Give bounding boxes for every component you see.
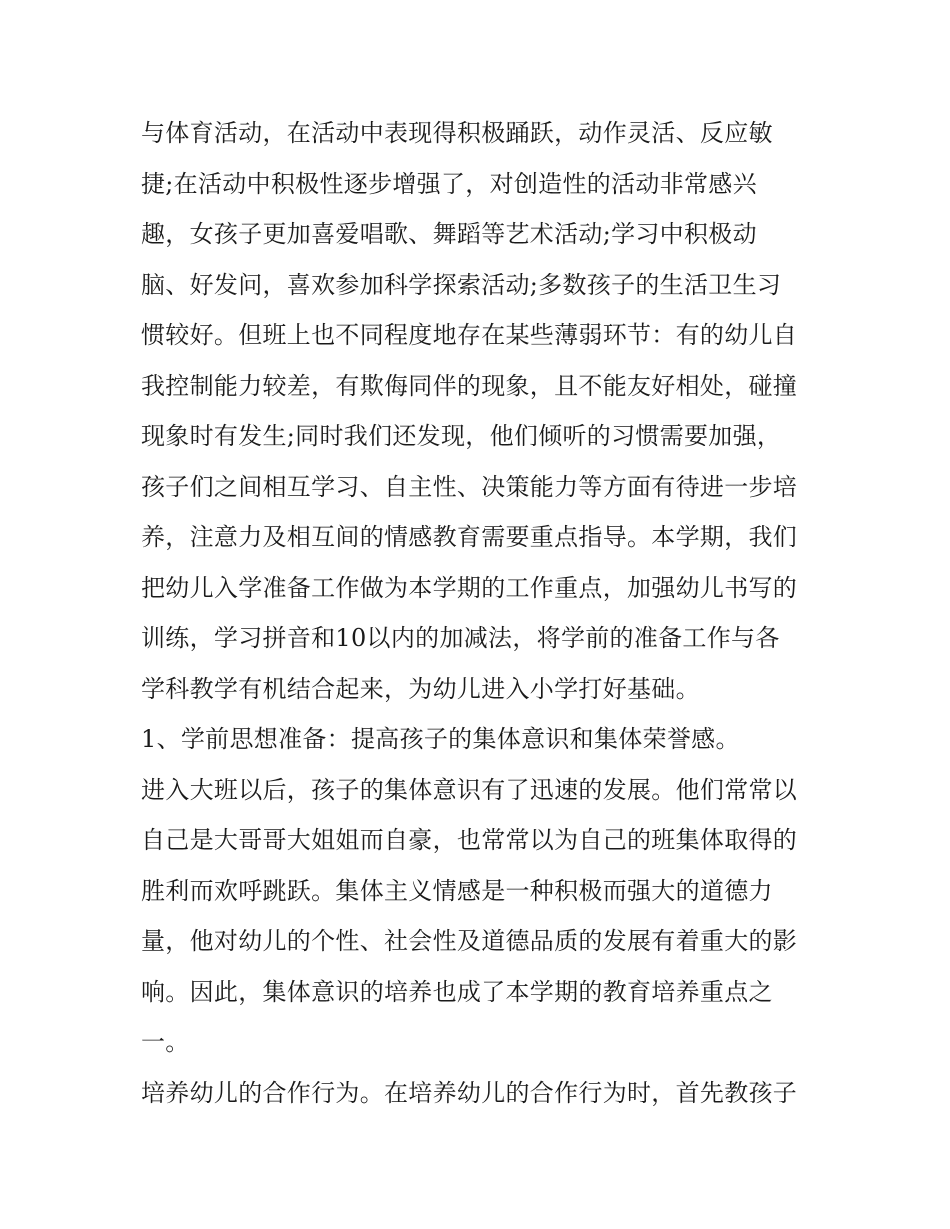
text-line: 脑、好发问，喜欢参加科学探索活动;多数孩子的生活卫生习	[141, 270, 782, 299]
text-line: 现象时有发生;同时我们还发现，他们倾听的习惯需要加强，	[141, 422, 782, 450]
text-line: 我控制能力较差，有欺侮同伴的现象，且不能友好相处，碰撞	[141, 371, 798, 400]
text-line: 养，注意力及相互间的情感教育需要重点指导。本学期，我们	[141, 523, 798, 551]
text-line: 捷;在活动中积极性逐步增强了，对创造性的活动非常感兴	[141, 169, 757, 198]
text-line: 把幼儿入学准备工作做为本学期的工作重点，加强幼儿书写的	[141, 573, 798, 602]
text-line: 学科教学有机结合起来，为幼儿进入小学打好基础。	[141, 674, 700, 703]
text-line: 量，他对幼儿的个性、社会性及道德品质的发展有着重大的影	[141, 927, 798, 955]
text-line: 趣，女孩子更加喜爱唱歌、舞蹈等艺术活动;学习中积极动	[141, 220, 757, 248]
text-line: 孩子们之间相互学习、自主性、决策能力等方面有待进一步培	[141, 472, 798, 501]
text-line: 惯较好。但班上也不同程度地存在某些薄弱环节：有的幼儿自	[141, 321, 798, 349]
text-line: 训练，学习拼音和10以内的加减法，将学前的准备工作与各	[141, 624, 780, 652]
text-line: 胜利而欢呼跳跃。集体主义情感是一种积极而强大的道德力	[141, 876, 773, 905]
document-body	[141, 108, 831, 1118]
text-line: 进入大班以后，孩子的集体意识有了迅速的发展。他们常常以	[141, 775, 798, 804]
text-line: 一。	[141, 1028, 190, 1056]
text-line: 培养幼儿的合作行为。在培养幼儿的合作行为时，首先教孩子	[141, 1078, 798, 1107]
text-line: 自己是大哥哥大姐姐而自豪，也常常以为自己的班集体取得的	[141, 826, 798, 854]
text-line: 响。因此，集体意识的培养也成了本学期的教育培养重点之	[141, 977, 773, 1006]
section-heading: 1、学前思想准备：提高孩子的集体意识和集体荣誉感。	[141, 725, 740, 753]
text-line: 与体育活动，在活动中表现得积极踊跃，动作灵活、反应敏	[141, 119, 773, 147]
